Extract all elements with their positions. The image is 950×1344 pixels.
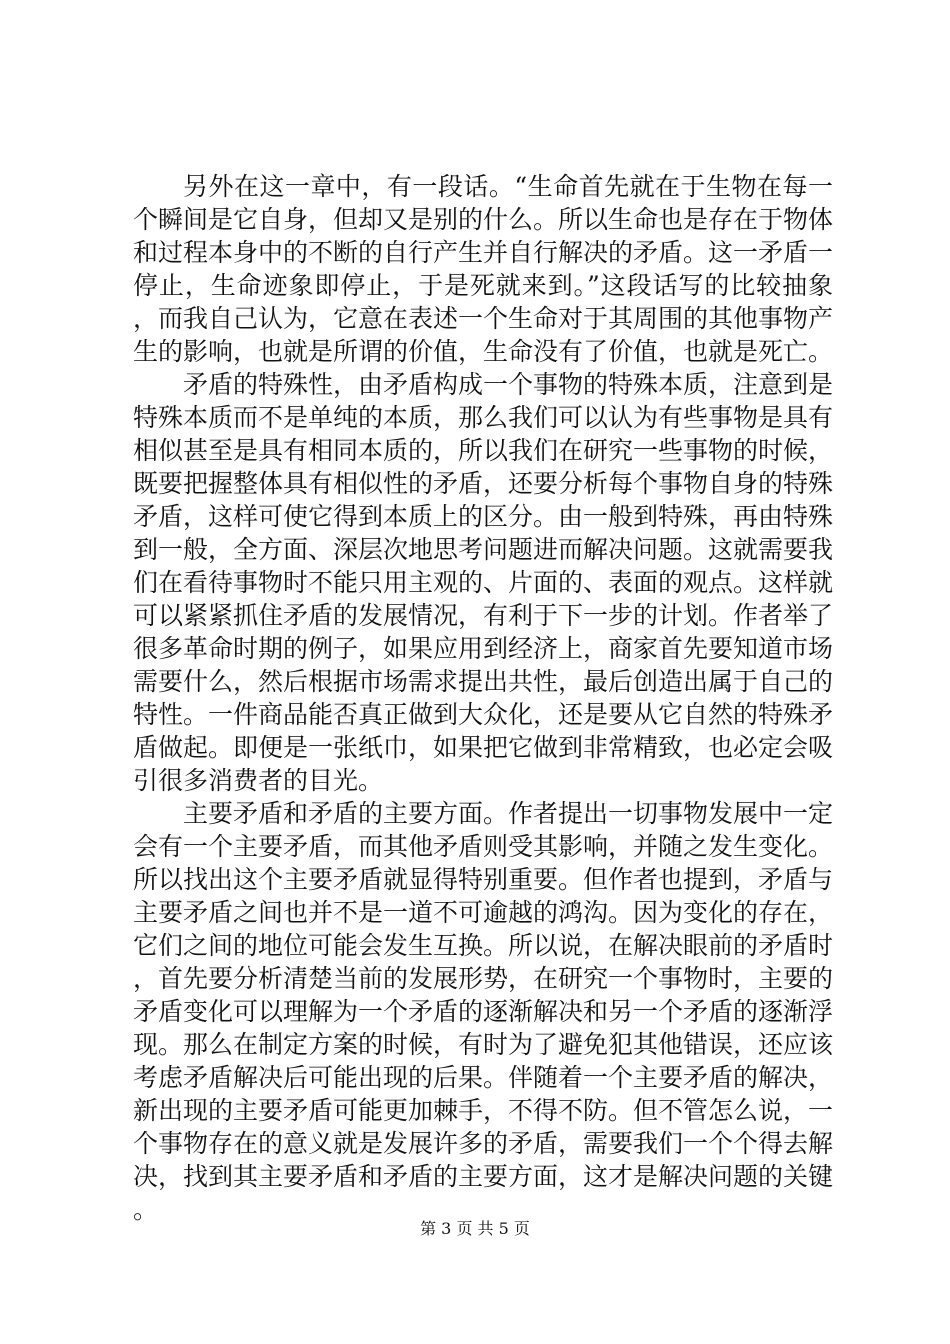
paragraph-1: 另外在这一章中，有一段话。“生命首先就在于生物在每一个瞬间是它自身，但却又是别的什么。所以生命也是存在于物体和过程本身中的不断的自行产生并自行解决的矛盾。这一矛盾一停止，生命迹象即停止，于是死就来到。”这段话写的比较抽象，而我自己认为，它意在表述一个生命对于其周围的其他事物产生的影响，也就是所谓的价值，生命没有了价值，也就是死亡。 (133, 172, 834, 366)
page-footer: 第 3 页 共 5 页 (420, 1219, 530, 1238)
body-text (133, 170, 833, 1226)
paragraph-3: 主要矛盾和矛盾的主要方面。作者提出一切事物发展中一定会有一个主要矛盾，而其他矛盾则受其影响，并随之发生变化。所以找出这个主要矛盾就显得特别重要。但作者也提到，矛盾与主要矛盾之间也并不是一道不可逾越的鸿沟。因为变化的存在，它们之间的地位可能会发生互换。所以说，在解决眼前的矛盾时，首先要分析清楚当前的发展形势，在研究一个事物时，主要的矛盾变化可以理解为一个矛盾的逐渐解决和另一个矛盾的逐渐浮现。那么在制定方案的时候，有时为了避免犯其他错误，还应该考虑矛盾解决后可能出现的后果。伴随着一个主要矛盾的解决，新出现的主要矛盾可能更加棘手，不得不防。但不管怎么说，一个事物存在的意义就是发展许多的矛盾，需要我们一个个得去解决，找到其主要矛盾和矛盾的主要方面，这才是解决问题的关键。 (133, 799, 834, 1224)
paragraph-2: 矛盾的特殊性，由矛盾构成一个事物的特殊本质，注意到是特殊本质而不是单纯的本质，那么我们可以认为有些事物是具有相似甚至是具有相同本质的，所以我们在研究一些事物的时候，既要把握整体具有相似性的矛盾，还要分析每个事物自身的特殊矛盾，这样可使它得到本质上的区分。由一般到特殊，再由特殊到一般，全方面、深层次地思考问题进而解决问题。这就需要我们在看待事物时不能只用主观的、片面的、表面的观点。这样就可以紧紧抓住矛盾的发展情况，有利于下一步的计划。作者举了很多革命时期的例子，如果应用到经济上，商家首先要知道市场需要什么，然后根据市场需求提出共性，最后创造出属于自己的特性。一件商品能否真正做到大众化，还是要从它自然的特殊矛盾做起。即便是一张纸巾，如果把它做到非常精致，也必定会吸引很多消费者的目光。 (133, 370, 834, 795)
